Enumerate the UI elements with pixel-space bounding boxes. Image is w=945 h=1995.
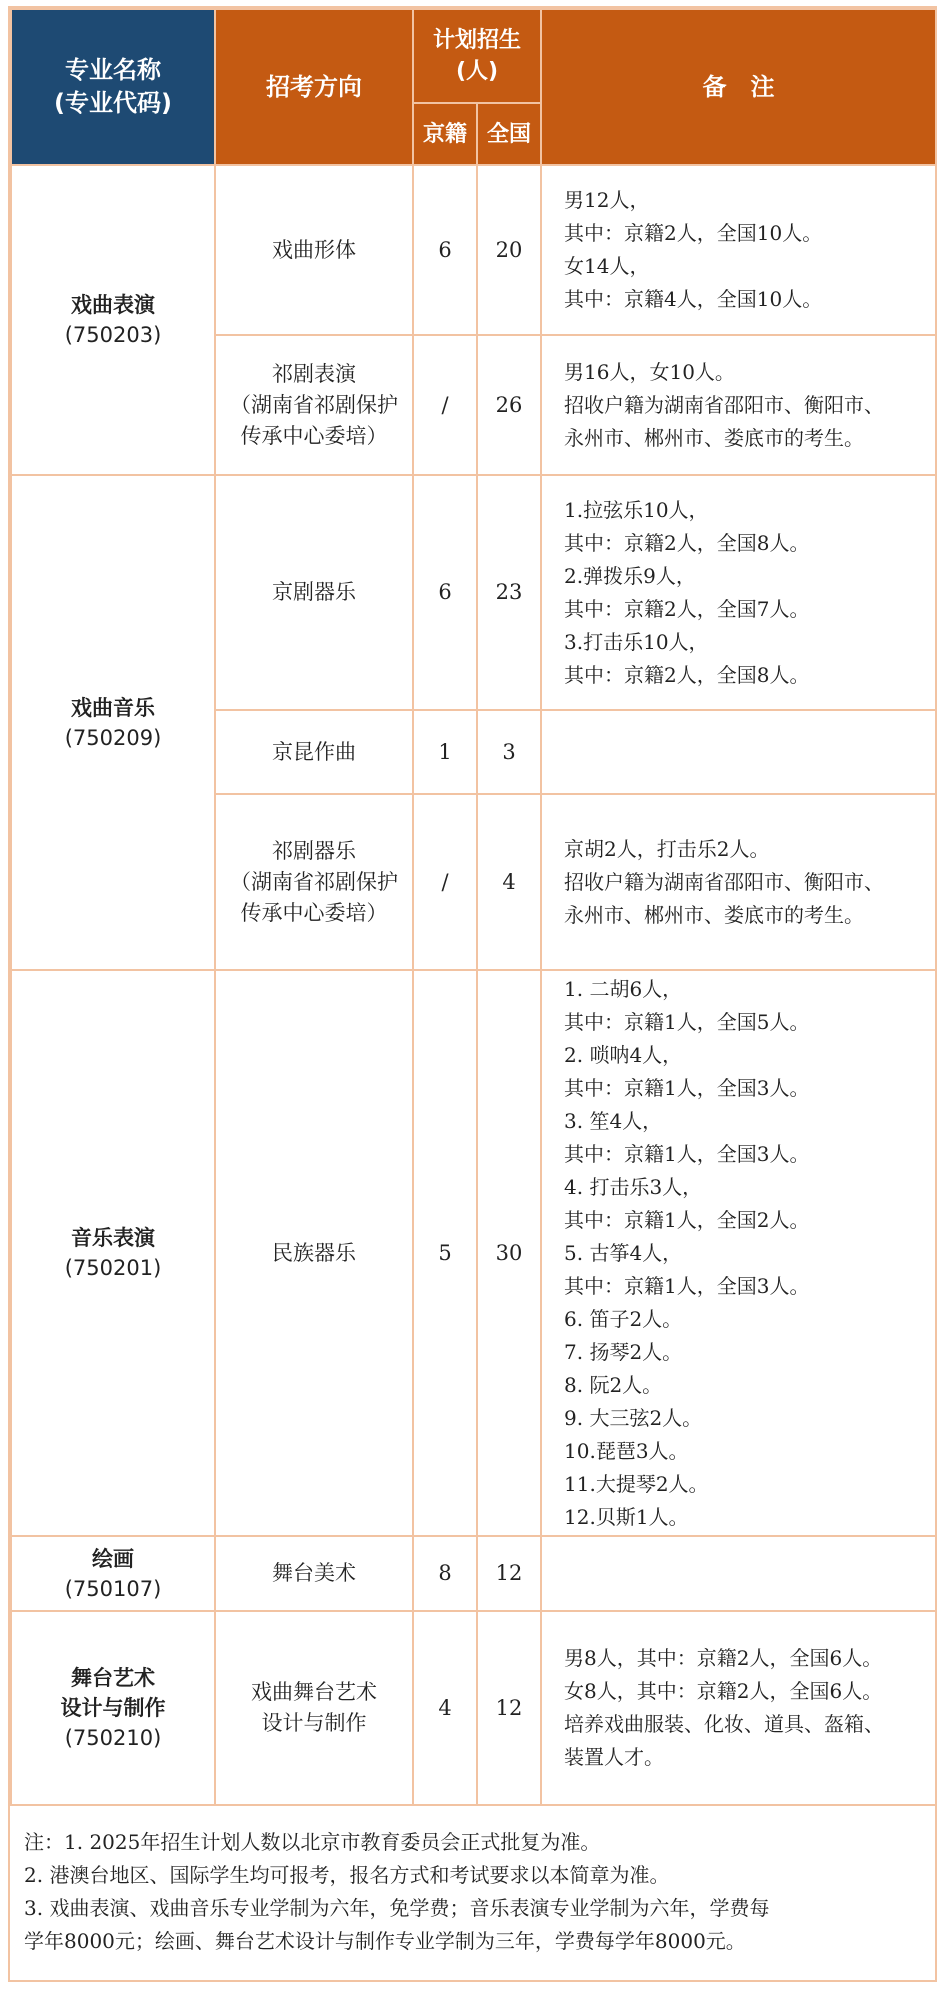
header-direction: 招考方向 [215, 9, 413, 165]
national-count-cell: 26 [477, 335, 541, 475]
direction-cell: 舞台美术 [215, 1536, 413, 1611]
table-row [11, 1611, 936, 1805]
major-name-cell [11, 165, 215, 475]
national-count-cell: 30 [477, 970, 541, 1536]
table-row [11, 970, 936, 1536]
footer-note-line: 2. 港澳台地区、国际学生均可报考，报名方式和考试要求以本简章为准。 [24, 1863, 670, 1887]
beijing-count-cell: 1 [413, 710, 477, 794]
national-count-cell: 12 [477, 1611, 541, 1805]
enrollment-table [10, 8, 937, 1806]
major-name: 戏曲音乐 [71, 695, 155, 720]
remarks-cell: 1.拉弦乐10人， 其中：京籍2人，全国8人。 2.弹拨乐9人， 其中：京籍2人，全国7人。 3.打击乐10人， 其中：京籍2人，全国8人。 [541, 475, 936, 710]
remarks-cell: 男12人， 其中：京籍2人，全国10人。 女14人， 其中：京籍4人，全国10人。 [541, 165, 936, 335]
remarks-cell [541, 1536, 936, 1611]
remarks-cell: 1. 二胡6人， 其中：京籍1人，全国5人。 2. 唢呐4人， 其中：京籍1人，全国3人。 3. 笙4人， 其中：京籍1人，全国3人。 4. 打击乐3人， 其中：京籍1人，全国2人。 5. 古筝4人， 其中：京籍1人，全国3人。 6. 笛子2人。 7. 扬琴2人。 8. 阮2人。 9. 大三弦2人。 10.琵琶3人。 11.大提琴2人。 12.贝斯1人。 [541, 970, 936, 1536]
remarks-cell: 京胡2人，打击乐2人。 招收户籍为湖南省邵阳市、衡阳市、 永州市、郴州市、娄底市的考生。 [541, 794, 936, 970]
footer-notes [10, 1806, 935, 1958]
footer-note-line: 学年8000元；绘画、舞台艺术设计与制作专业学制为三年，学费每学年8000元。 [24, 1929, 746, 1953]
table-row [11, 1536, 936, 1611]
major-code: (750203) [64, 323, 162, 347]
footer-note-line: 3. 戏曲表演、戏曲音乐专业学制为六年，免学费；音乐表演专业学制为六年，学费每 [24, 1896, 770, 1920]
national-count-cell: 3 [477, 710, 541, 794]
beijing-count-cell: 6 [413, 475, 477, 710]
header-national: 全国 [477, 103, 541, 165]
major-name-cell [11, 1611, 215, 1805]
major-code: (750201) [64, 1256, 162, 1280]
header-plan: 计划招生 (人) [413, 9, 541, 103]
beijing-count-cell: / [413, 794, 477, 970]
direction-cell: 民族器乐 [215, 970, 413, 1536]
major-code: (750107) [64, 1576, 162, 1601]
major-code: (750210) [64, 1726, 162, 1750]
major-name: 绘画 [92, 1546, 134, 1571]
major-name-cell [11, 970, 215, 1536]
major-name: 设计与制作 [60, 1696, 166, 1720]
header-remarks: 备 注 [541, 9, 936, 165]
beijing-count-cell: 8 [413, 1536, 477, 1611]
direction-cell: 戏曲舞台艺术 设计与制作 [215, 1611, 413, 1805]
header-major: 专业名称 (专业代码) [11, 9, 215, 165]
direction-cell: 戏曲形体 [215, 165, 413, 335]
major-code: (750209) [64, 725, 162, 750]
remarks-cell [541, 710, 936, 794]
direction-cell: 京昆作曲 [215, 710, 413, 794]
remarks-cell: 男16人，女10人。 招收户籍为湖南省邵阳市、衡阳市、 永州市、郴州市、娄底市的考生。 [541, 335, 936, 475]
direction-cell: 京剧器乐 [215, 475, 413, 710]
table-body [11, 165, 936, 1805]
enrollment-plan-sheet [8, 6, 937, 1982]
direction-cell: 祁剧表演 （湖南省祁剧保护 传承中心委培） [215, 335, 413, 475]
table-row [11, 475, 936, 710]
major-name: 戏曲表演 [71, 293, 155, 317]
header-beijing: 京籍 [413, 103, 477, 165]
table-row [11, 165, 936, 335]
beijing-count-cell: / [413, 335, 477, 475]
footer-note-line: 注：1. 2025年招生计划人数以北京市教育委员会正式批复为准。 [24, 1830, 601, 1854]
beijing-count-cell: 5 [413, 970, 477, 1536]
major-name-cell [11, 1536, 215, 1611]
major-name: 音乐表演 [71, 1226, 155, 1250]
major-name-cell [11, 475, 215, 970]
remarks-cell: 男8人，其中：京籍2人，全国6人。 女8人，其中：京籍2人，全国6人。 培养戏曲服装、化妆、道具、盔箱、 装置人才。 [541, 1611, 936, 1805]
beijing-count-cell: 4 [413, 1611, 477, 1805]
beijing-count-cell: 6 [413, 165, 477, 335]
national-count-cell: 20 [477, 165, 541, 335]
direction-cell: 祁剧器乐 （湖南省祁剧保护 传承中心委培） [215, 794, 413, 970]
national-count-cell: 12 [477, 1536, 541, 1611]
major-name: 舞台艺术 [71, 1666, 155, 1690]
national-count-cell: 4 [477, 794, 541, 970]
national-count-cell: 23 [477, 475, 541, 710]
